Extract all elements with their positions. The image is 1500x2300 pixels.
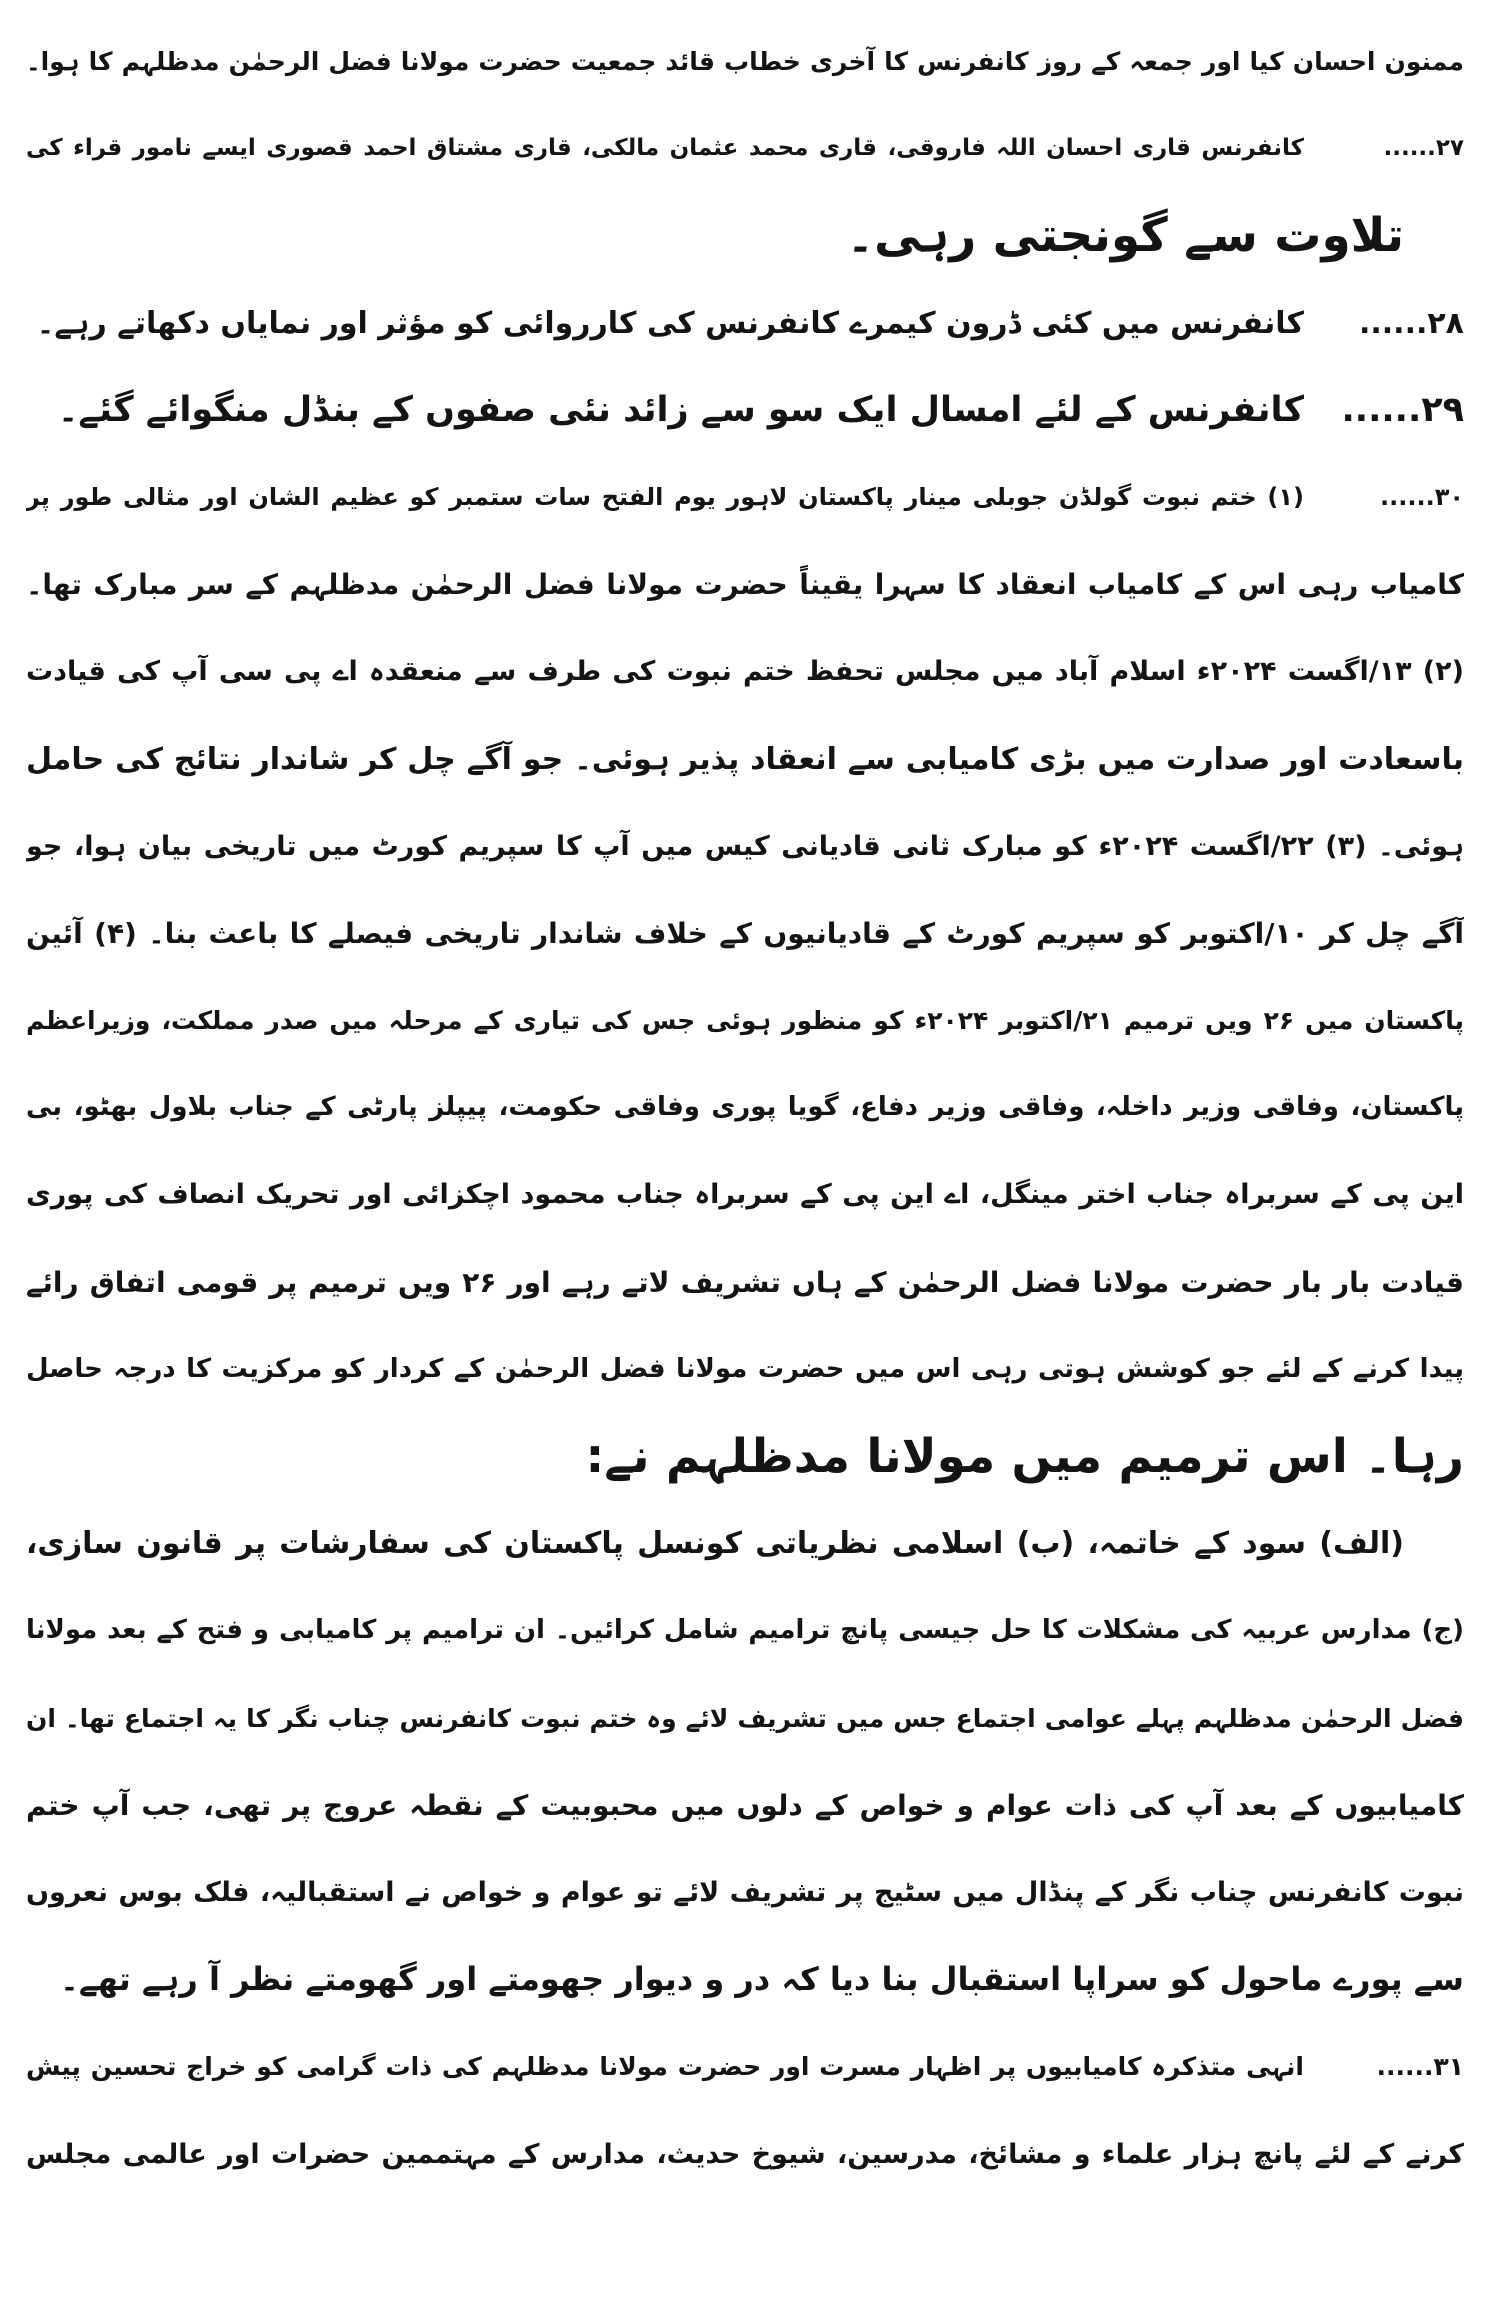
text-line: پیدا کرنے کے لئے جو کوشش ہوتی رہی اس میں حضرت مولانا فضل الرحمٰن کے کردار کو مرکزیت کا درجہ حاصل: [26, 1353, 1464, 1384]
text-line: رہا۔ اس ترمیم میں مولانا مدظلہم نے:: [585, 1429, 1464, 1484]
text-line: (الف) سود کے خاتمہ، (ب) اسلامی نظریاتی کونسل پاکستان کی سفارشات پر قانون سازی،: [26, 1526, 1404, 1562]
text-line: پاکستان، وفاقی وزیر داخلہ، وفاقی وزیر دفاع، گویا پوری وفاقی حکومت، پیپلز پارٹی کے جناب بلاول بھٹو، بی: [26, 1092, 1464, 1123]
text-line: کرنے کے لئے پانچ ہزار علماء و مشائخ، مدرسین، شیوخ حدیث، مدارس کے مہتممین حضرات اور عالمی مجلس: [26, 2138, 1464, 2170]
text-line: فضل الرحمٰن مدظلہم پہلے عوامی اجتماع جس میں تشریف لائے وہ ختم نبوت کانفرنس چناب نگر کا یہ اجتماع تھا۔ ان: [26, 1703, 1464, 1733]
item-number: ۲۹......: [1341, 389, 1464, 430]
item-number: ۳۱......: [1376, 2052, 1464, 2082]
numbered-line: ۲۹......کانفرنس کے لئے امسال ایک سو سے زائد نئی صفوں کے بنڈل منگوائے گئے۔: [26, 367, 1464, 454]
text-line: آگے چل کر ۱۰/اکتوبر کو سپریم کورٹ کے قادیانیوں کے خلاف شاندار تاریخی فیصلے کا باعث بنا۔ (۴) آئین: [26, 916, 1464, 950]
text-line: (ج) مدارس عربیہ کی مشکلات کا حل جیسی پانچ ترامیم شامل کرائیں۔ ان ترامیم پر کامیابی و فتح کے بعد مولانا: [26, 1615, 1464, 1646]
text-line: قیادت بار بار حضرت مولانا فضل الرحمٰن کے ہاں تشریف لاتے رہے اور ۲۶ ویں ترمیم پر قومی اتفاق رائے: [26, 1265, 1464, 1299]
text-line: نبوت کانفرنس چناب نگر کے پنڈال میں سٹیج پر تشریف لائے تو عوام و خواص نے استقبالیہ، فلک بوس نعروں: [26, 1876, 1464, 1908]
text-line: ممنون احسان کیا اور جمعہ کے روز کانفرنس کا آخری خطاب قائد جمعیت حضرت مولانا فضل الرحمٰن مدظلہم کا ہوا۔: [26, 47, 1464, 76]
item-number: ۲۷......: [1383, 135, 1464, 162]
numbered-line: ۲۷......کانفرنس قاری احسان اللہ فاروقی، قاری محمد عثمان مالکی، قاری مشتاق احمد قصوری ایسے نامور قراء کی: [26, 105, 1464, 192]
text-line: کامیاب رہی اس کے کامیاب انعقاد کا سہرا یقیناً حضرت مولانا فضل الرحمٰن مدظلہم کے سر مبارک تھا۔: [26, 568, 1464, 602]
text-line: باسعادت اور صدارت میں بڑی کامیابی سے انعقاد پذیر ہوئی۔ جو آگے چل کر شاندار نتائج کی حامل: [26, 741, 1464, 777]
item-number: ۲۸......: [1358, 305, 1464, 341]
text-line: این پی کے سربراہ جناب اختر مینگل، اے این پی کے سربراہ جناب محمود اچکزائی اور تحریک انصاف کی پوری: [26, 1179, 1464, 1211]
text-line: کامیابیوں کے بعد آپ کی ذات عوام و خواص کے دلوں میں محبوبیت کے نقطہ عروج پر تھی، جب آپ ختم: [26, 1788, 1464, 1822]
text-line: پاکستان میں ۲۶ ویں ترمیم ۲۱/اکتوبر ۲۰۲۴ء کو منظور ہوئی جس کی تیاری کے مرحلہ میں صدر مملکت، وزیراعظم: [26, 1006, 1464, 1036]
numbered-line: ۳۱......انہی متذکرہ کامیابیوں پر اظہار مسرت اور حضرت مولانا مدظلہم کی ذات گرامی کو خراج تحسین پیش: [26, 2023, 1464, 2110]
text-line: ہوئی۔ (۳) ۲۲/اگست ۲۰۲۴ء کو مبارک ثانی قادیانی کیس میں آپ کا سپریم کورٹ میں تاریخی بیان ہوا، جو: [26, 830, 1464, 862]
text-line: (۲) ۱۳/اگست ۲۰۲۴ء اسلام آباد میں مجلس تحفظ ختم نبوت کی طرف سے منعقدہ اے پی سی آپ کی قیادت: [26, 656, 1464, 688]
numbered-line: ۳۰......(۱) ختم نبوت گولڈن جوبلی مینار پاکستان لاہور یوم الفتح سات ستمبر کو عظیم الشان اور مثالی طور پر: [26, 454, 1464, 541]
numbered-line: ۲۸......کانفرنس میں کئی ڈرون کیمرے کانفرنس کی کارروائی کو مؤثر اور نمایاں دکھاتے رہے۔: [26, 280, 1464, 367]
text-line: سے پورے ماحول کو سراپا استقبال بنا دیا کہ در و دیوار جھومتے اور گھومتے نظر آ رہے تھے۔: [60, 1960, 1464, 1999]
text-line: تلاوت سے گونجتی رہی۔: [846, 208, 1404, 264]
item-number: ۳۰......: [1380, 482, 1464, 511]
